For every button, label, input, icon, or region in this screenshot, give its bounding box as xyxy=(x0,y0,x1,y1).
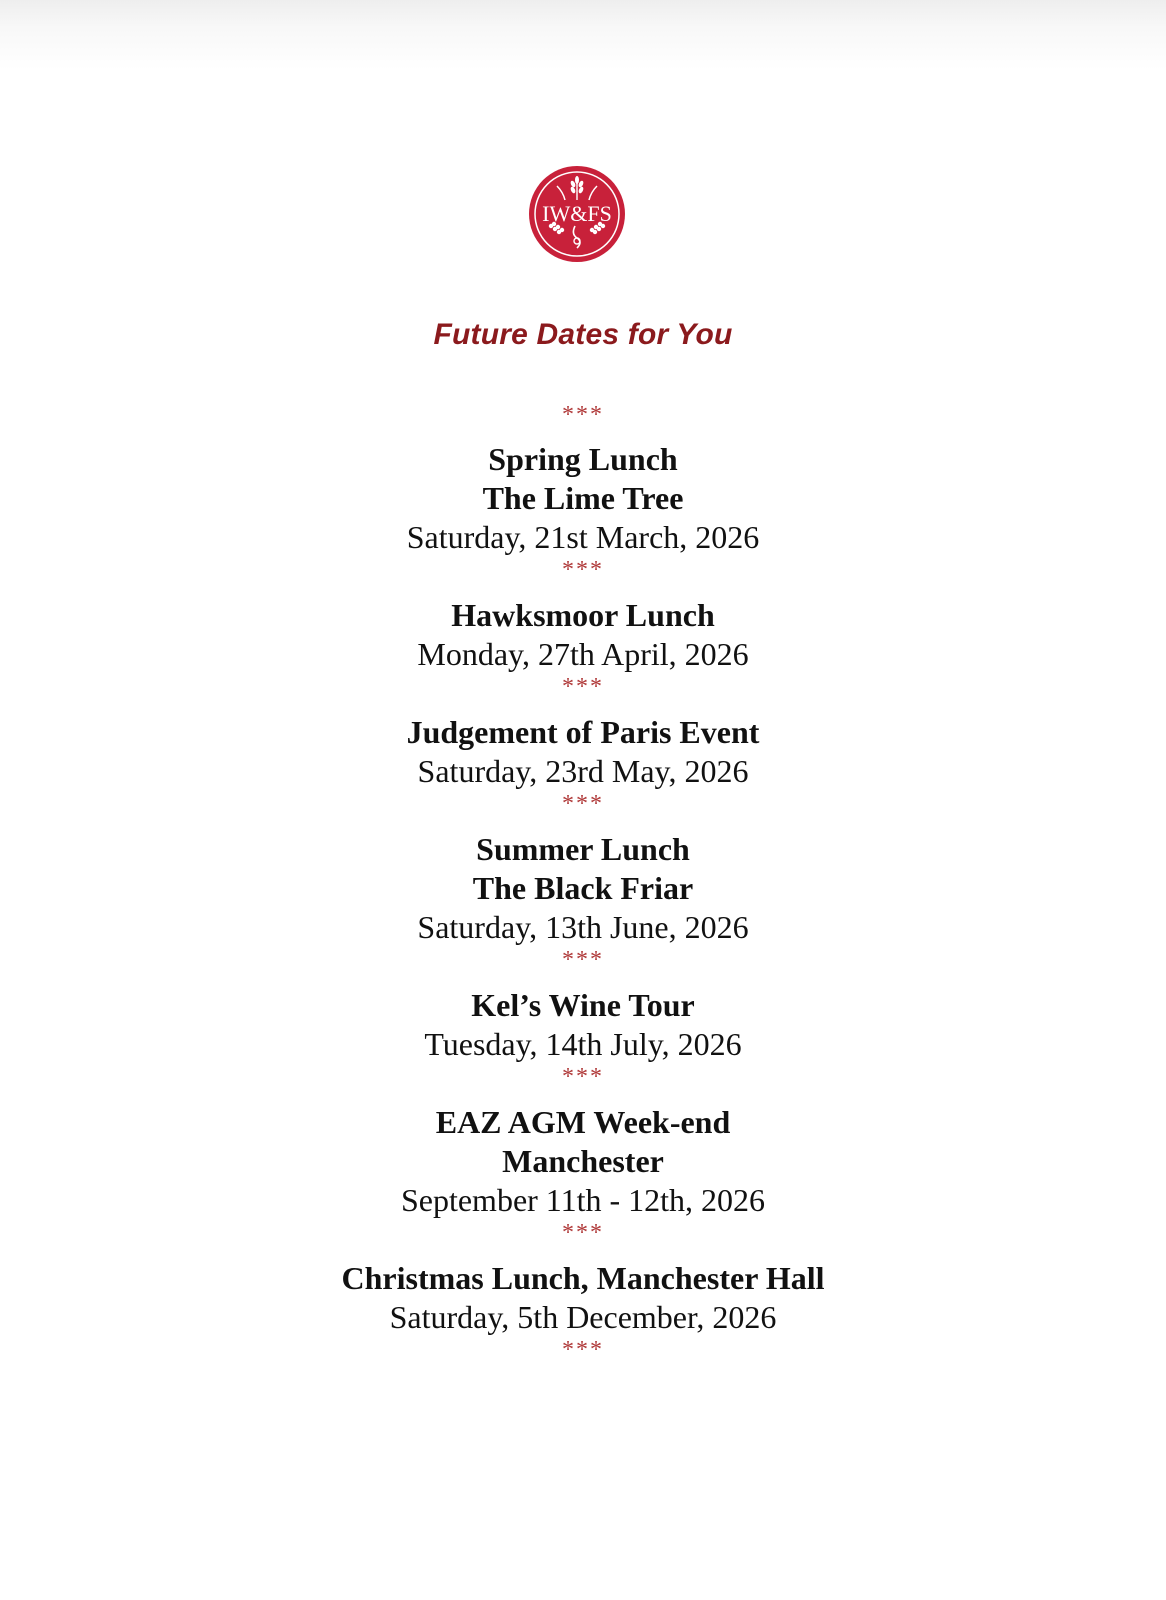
event-date: Saturday, 21st March, 2026 xyxy=(406,519,760,555)
separator-stars: *** xyxy=(562,674,604,700)
event-date: Saturday, 23rd May, 2026 xyxy=(417,753,749,789)
event-title: Summer Lunch xyxy=(476,831,690,867)
event-title: EAZ AGM Week-end xyxy=(435,1104,731,1140)
event-date: Tuesday, 14th July, 2026 xyxy=(424,1026,742,1062)
top-shadow xyxy=(0,0,1166,70)
separator-stars: *** xyxy=(562,1220,604,1246)
event-venue: The Black Friar xyxy=(472,870,694,906)
event-item xyxy=(0,986,1166,1090)
event-title: Hawksmoor Lunch xyxy=(451,597,715,633)
event-title: Kel’s Wine Tour xyxy=(471,987,695,1023)
event-date: September 11th - 12th, 2026 xyxy=(400,1182,766,1218)
separator-stars: *** xyxy=(562,791,604,817)
event-title: Judgement of Paris Event xyxy=(406,714,760,750)
page-title: Future Dates for You xyxy=(433,318,733,351)
event-item xyxy=(0,1259,1166,1363)
separator-stars: *** xyxy=(562,1064,604,1090)
event-title: Christmas Lunch, Manchester Hall xyxy=(341,1260,825,1296)
logo-text: IW&FS xyxy=(542,201,612,226)
event-item xyxy=(0,1103,1166,1246)
event-item xyxy=(0,830,1166,973)
event-title: Spring Lunch xyxy=(488,441,678,477)
separator-stars: *** xyxy=(562,1337,604,1363)
event-date: Monday, 27th April, 2026 xyxy=(417,636,749,672)
event-item xyxy=(0,713,1166,817)
event-item xyxy=(0,440,1166,583)
event-date: Saturday, 13th June, 2026 xyxy=(417,909,749,945)
event-item xyxy=(0,596,1166,700)
event-venue: Manchester xyxy=(502,1143,664,1179)
event-date: Saturday, 5th December, 2026 xyxy=(389,1299,777,1335)
event-venue: The Lime Tree xyxy=(482,480,684,516)
events-list xyxy=(0,440,1166,1363)
separator-stars: *** xyxy=(562,947,604,973)
separator-stars: *** xyxy=(562,557,604,583)
separator-stars: *** xyxy=(562,402,604,428)
iwfs-logo xyxy=(527,164,627,264)
